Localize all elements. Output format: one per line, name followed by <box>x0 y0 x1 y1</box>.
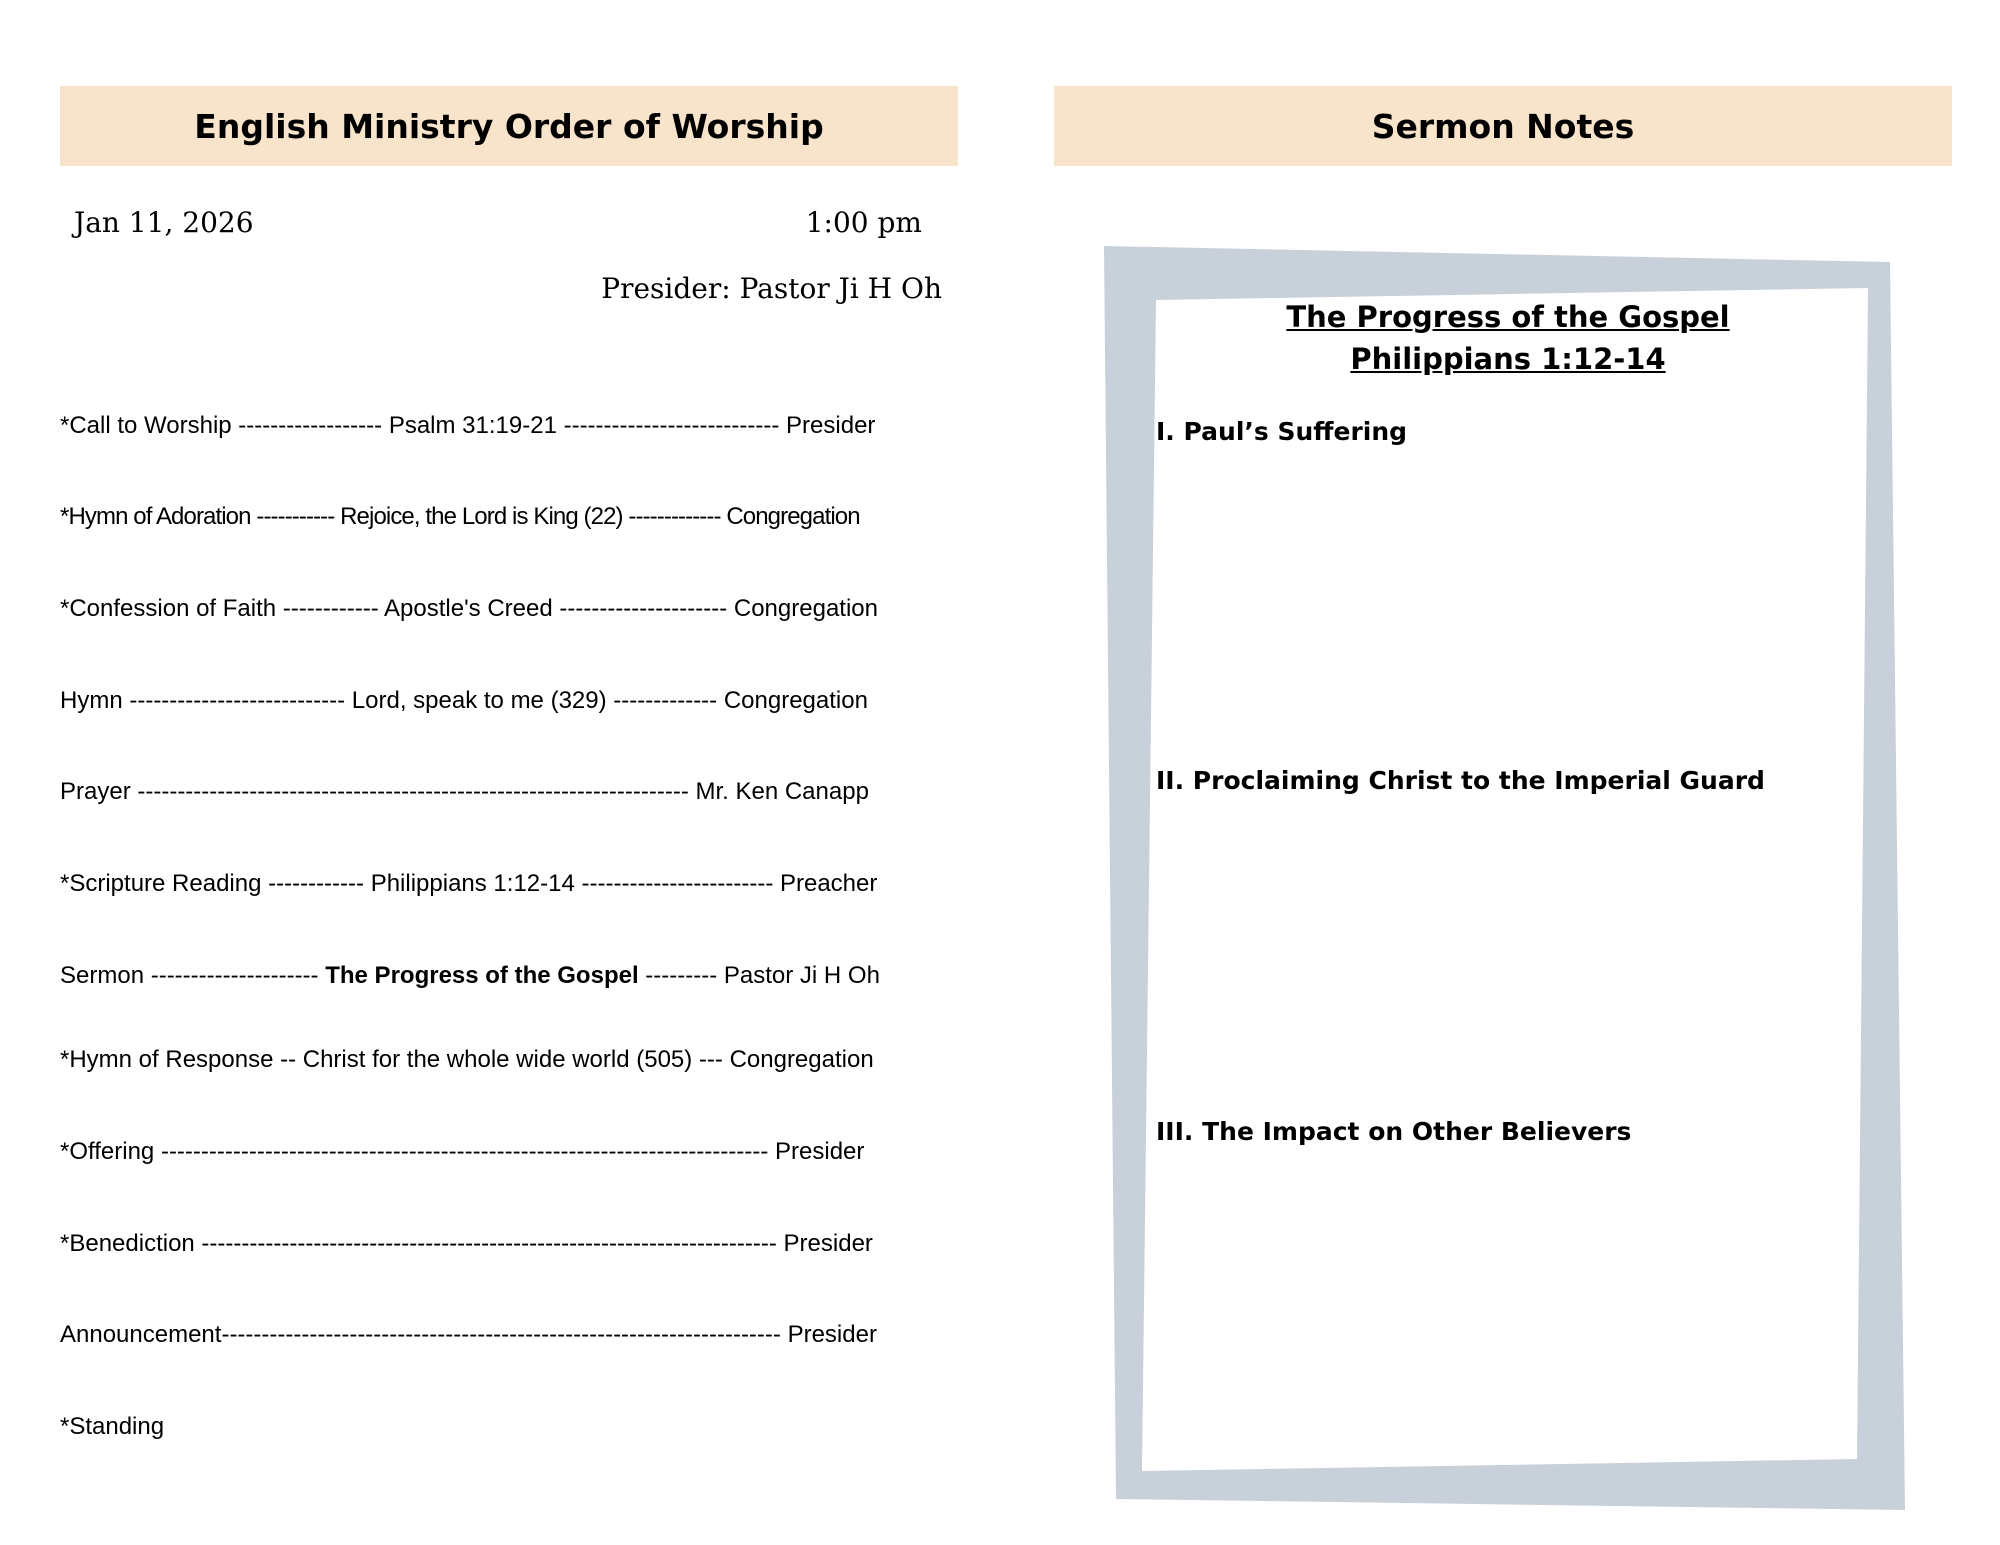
order-item: *Call to Worship ------------------ Psalm 31:19-21 --------------------------- Presider <box>60 412 876 439</box>
standing-note: *Standing <box>60 1413 165 1440</box>
order-item-sermon: Sermon --------------------- The Progress of the Gospel --------- Pastor Ji H Oh <box>60 962 880 989</box>
notes-scripture-reference: Philippians 1:12-14 <box>1350 342 1666 376</box>
order-item: *Hymn of Adoration ----------- Rejoice, the Lord is King (22) ------------- Congregation <box>60 503 860 530</box>
order-item: Announcement---------------------------------------------------------------------- Presider <box>60 1321 877 1348</box>
service-time: 1:00 pm <box>805 206 922 239</box>
sermon-title: The Progress of the Gospel <box>325 962 639 989</box>
presider-line: Presider: Pastor Ji H Oh <box>601 272 942 305</box>
order-item: Hymn --------------------------- Lord, speak to me (329) ------------- Congregation <box>60 687 868 714</box>
notes-frame-paper <box>1142 288 1868 1471</box>
notes-sermon-title: The Progress of the Gospel <box>1286 300 1730 334</box>
service-date: Jan 11, 2026 <box>74 206 254 239</box>
order-item: Prayer --------------------------------------------------------------------- Mr. Ken Canapp <box>60 778 869 805</box>
sermon-point-3: III. The Impact on Other Believers <box>1156 1117 1632 1146</box>
sermon-point-2: II. Proclaiming Christ to the Imperial Guard <box>1156 766 1765 795</box>
sermon-notes-header: Sermon Notes <box>1054 86 1952 166</box>
order-item: *Scripture Reading ------------ Philippians 1:12-14 ------------------------ Preacher <box>60 870 878 897</box>
order-item: *Offering ---------------------------------------------------------------------------- Presider <box>60 1138 865 1165</box>
order-item: *Confession of Faith ------------ Apostle's Creed --------------------- Congregation <box>60 595 878 622</box>
order-item: *Hymn of Response -- Christ for the whole wide world (505) --- Congregation <box>60 1046 874 1073</box>
sermon-point-1: I. Paul’s Suffering <box>1156 417 1408 446</box>
order-item: *Benediction ------------------------------------------------------------------------ Presider <box>60 1230 873 1257</box>
order-of-worship-header: English Ministry Order of Worship <box>60 86 958 166</box>
